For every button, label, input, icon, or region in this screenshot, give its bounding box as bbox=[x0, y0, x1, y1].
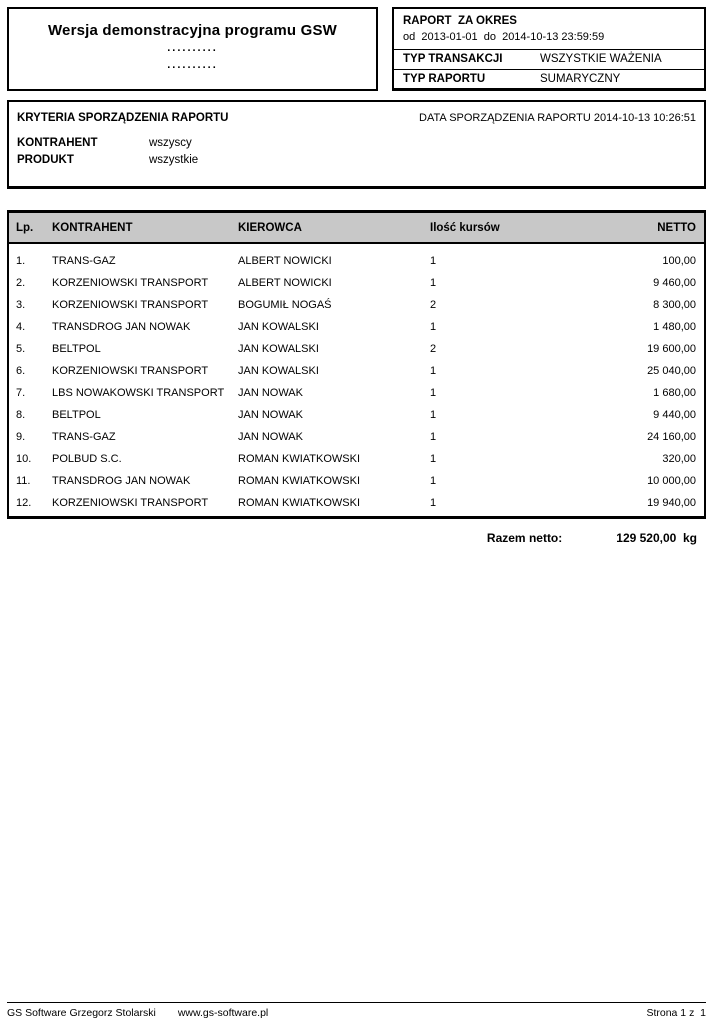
cell-ilosc-kursow: 1 bbox=[430, 387, 437, 399]
cell-kierowca: ROMAN KWIATKOWSKI bbox=[238, 497, 361, 509]
cell-netto: 1 480,00 bbox=[653, 321, 696, 333]
cell-kierowca: JAN NOWAK bbox=[238, 387, 303, 399]
cell-kierowca: ROMAN KWIATKOWSKI bbox=[238, 453, 361, 465]
cell-kierowca: JAN NOWAK bbox=[238, 431, 303, 443]
cell-netto: 25 040,00 bbox=[647, 365, 696, 377]
column-header-netto: NETTO bbox=[657, 221, 696, 234]
report-type-row bbox=[394, 70, 704, 89]
table-row bbox=[9, 426, 704, 448]
report-period-box bbox=[392, 7, 706, 91]
summary-value: 129 520,00 kg bbox=[616, 531, 697, 545]
cell-ilosc-kursow: 1 bbox=[430, 475, 437, 487]
demo-banner bbox=[7, 7, 378, 91]
cell-netto: 10 000,00 bbox=[647, 475, 696, 487]
table-row bbox=[9, 338, 704, 360]
cell-kierowca: BOGUMIŁ NOGAŚ bbox=[238, 299, 332, 311]
cell-kierowca: ALBERT NOWICKI bbox=[238, 255, 332, 267]
cell-ilosc-kursow: 2 bbox=[430, 343, 437, 355]
cell-kontrahent: TRANS-GAZ bbox=[52, 431, 116, 443]
produkt-criteria-row bbox=[17, 152, 696, 169]
cell-ilosc-kursow: 1 bbox=[430, 277, 437, 289]
cell-kontrahent: LBS NOWAKOWSKI TRANSPORT bbox=[52, 387, 225, 399]
table-row bbox=[9, 294, 704, 316]
column-header-ilosc-kursow: Ilość kursów bbox=[430, 221, 500, 234]
report-period-range: od 2013-01-01 do 2014-10-13 23:59:59 bbox=[403, 31, 605, 43]
table-row bbox=[9, 404, 704, 426]
cell-ilosc-kursow: 1 bbox=[430, 321, 437, 333]
demo-title: Wersja demonstracyjna programu GSW bbox=[47, 22, 338, 39]
cell-lp: 10. bbox=[16, 453, 32, 465]
cell-kontrahent: KORZENIOWSKI TRANSPORT bbox=[52, 299, 209, 311]
table-body bbox=[9, 244, 704, 516]
cell-ilosc-kursow: 1 bbox=[430, 409, 437, 421]
cell-kontrahent: BELTPOL bbox=[52, 343, 101, 355]
table-row bbox=[9, 316, 704, 338]
criteria-box bbox=[7, 100, 706, 189]
cell-lp: 7. bbox=[16, 387, 26, 399]
report-type-label: TYP RAPORTU bbox=[403, 72, 486, 85]
cell-lp: 2. bbox=[16, 277, 26, 289]
table-row bbox=[9, 470, 704, 492]
cell-netto: 100,00 bbox=[662, 255, 696, 267]
table-row bbox=[9, 382, 704, 404]
report-table bbox=[7, 210, 706, 519]
cell-lp: 5. bbox=[16, 343, 26, 355]
criteria-rows bbox=[17, 135, 696, 169]
table-row bbox=[9, 360, 704, 382]
cell-kierowca: ROMAN KWIATKOWSKI bbox=[238, 475, 361, 487]
cell-netto: 19 600,00 bbox=[647, 343, 696, 355]
table-row bbox=[9, 448, 704, 470]
cell-ilosc-kursow: 2 bbox=[430, 299, 437, 311]
summary-label: Razem netto: bbox=[486, 531, 563, 545]
cell-netto: 8 300,00 bbox=[653, 299, 696, 311]
criteria-header bbox=[17, 112, 696, 124]
transaction-type-row bbox=[394, 50, 704, 69]
column-header-kontrahent: KONTRAHENT bbox=[52, 221, 133, 234]
cell-ilosc-kursow: 1 bbox=[430, 497, 437, 509]
table-header bbox=[9, 213, 704, 244]
summary-row bbox=[487, 531, 697, 545]
header-row bbox=[7, 7, 706, 91]
kontrahent-label: KONTRAHENT bbox=[17, 137, 98, 149]
cell-netto: 9 460,00 bbox=[653, 277, 696, 289]
report-generation-date: DATA SPORZĄDZENIA RAPORTU 2014-10-13 10:26:51 bbox=[419, 112, 696, 124]
cell-kontrahent: TRANSDROG JAN NOWAK bbox=[52, 475, 191, 487]
cell-lp: 4. bbox=[16, 321, 26, 333]
footer-website: www.gs-software.pl bbox=[177, 1007, 269, 1019]
footer-company: GS Software Grzegorz Stolarski bbox=[7, 1007, 156, 1019]
transaction-type-value: WSZYSTKIE WAŻENIA bbox=[540, 53, 662, 66]
cell-kontrahent: KORZENIOWSKI TRANSPORT bbox=[52, 365, 209, 377]
criteria-title: KRYTERIA SPORZĄDZENIA RAPORTU bbox=[17, 112, 229, 124]
cell-netto: 1 680,00 bbox=[653, 387, 696, 399]
cell-kierowca: JAN NOWAK bbox=[238, 409, 303, 421]
cell-kierowca: ALBERT NOWICKI bbox=[238, 277, 332, 289]
page-number: Strona 1 z 1 bbox=[646, 1007, 706, 1019]
table-row bbox=[9, 250, 704, 272]
report-type-value: SUMARYCZNY bbox=[540, 72, 621, 85]
cell-kierowca: JAN KOWALSKI bbox=[238, 321, 319, 333]
kontrahent-value: wszyscy bbox=[149, 137, 192, 149]
table-row bbox=[9, 272, 704, 294]
cell-ilosc-kursow: 1 bbox=[430, 431, 437, 443]
cell-ilosc-kursow: 1 bbox=[430, 255, 437, 267]
cell-ilosc-kursow: 1 bbox=[430, 365, 437, 377]
produkt-value: wszystkie bbox=[149, 154, 199, 166]
report-period-title: RAPORT ZA OKRES bbox=[403, 15, 517, 27]
cell-ilosc-kursow: 1 bbox=[430, 453, 437, 465]
cell-kontrahent: POLBUD S.C. bbox=[52, 453, 122, 465]
transaction-type-label: TYP TRANSAKCJI bbox=[403, 53, 503, 66]
column-header-lp: Lp. bbox=[16, 221, 34, 234]
cell-lp: 11. bbox=[16, 475, 31, 487]
cell-kontrahent: KORZENIOWSKI TRANSPORT bbox=[52, 277, 209, 289]
kontrahent-criteria-row bbox=[17, 135, 696, 152]
cell-netto: 320,00 bbox=[662, 453, 696, 465]
cell-lp: 6. bbox=[16, 365, 26, 377]
cell-kontrahent: BELTPOL bbox=[52, 409, 101, 421]
cell-kontrahent: TRANSDROG JAN NOWAK bbox=[52, 321, 191, 333]
cell-netto: 9 440,00 bbox=[653, 409, 696, 421]
cell-lp: 8. bbox=[16, 409, 26, 421]
cell-netto: 24 160,00 bbox=[647, 431, 696, 443]
table-row bbox=[9, 492, 704, 514]
cell-lp: 9. bbox=[16, 431, 26, 443]
cell-lp: 3. bbox=[16, 299, 26, 311]
cell-kontrahent: KORZENIOWSKI TRANSPORT bbox=[52, 497, 209, 509]
cell-netto: 19 940,00 bbox=[647, 497, 696, 509]
cell-kierowca: JAN KOWALSKI bbox=[238, 365, 319, 377]
demo-dots-line-2: .......... bbox=[167, 59, 218, 71]
cell-lp: 12. bbox=[16, 497, 32, 509]
cell-lp: 1. bbox=[16, 255, 26, 267]
cell-kontrahent: TRANS-GAZ bbox=[52, 255, 116, 267]
page-footer bbox=[7, 1002, 706, 1019]
cell-kierowca: JAN KOWALSKI bbox=[238, 343, 319, 355]
column-header-kierowca: KIEROWCA bbox=[238, 221, 302, 234]
demo-dots-line-1: .......... bbox=[167, 42, 218, 54]
produkt-label: PRODUKT bbox=[17, 154, 74, 166]
